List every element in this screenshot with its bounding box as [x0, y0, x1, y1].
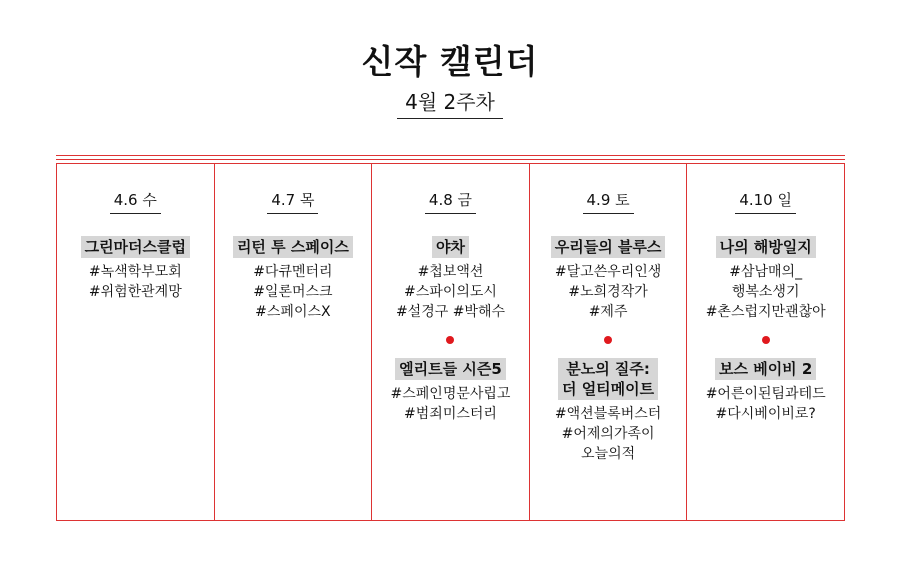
show-entry — [530, 236, 687, 322]
hashtag-line: #스페인명문사립고 — [390, 386, 511, 402]
show-hashtags — [57, 262, 214, 302]
hashtag-line: #범죄미스터리 — [404, 406, 497, 422]
show-entry — [57, 236, 214, 302]
hashtag-line: #설경구 #박해수 — [395, 304, 506, 320]
separator-dot — [446, 336, 454, 344]
hashtag-line: 행복소생기 — [731, 284, 800, 300]
day-date: 4.7 목 — [267, 189, 318, 214]
hashtag-line: #달고쓴우리인생 — [554, 264, 662, 280]
top-rule-2 — [56, 159, 845, 160]
hashtag-line: #제주 — [588, 304, 628, 320]
hashtag-line: #녹색학부모회 — [88, 264, 182, 280]
show-entry — [372, 236, 529, 322]
show-hashtags — [372, 262, 529, 322]
hashtag-line: #어른이된팀과테드 — [705, 386, 826, 402]
hashtag-line: #스파이의도시 — [404, 284, 497, 300]
hashtag-line: #일론머스크 — [253, 284, 333, 300]
show-title: 보스 베이비 2 — [715, 358, 816, 380]
show-title: 분노의 질주: 더 얼티메이트 — [558, 358, 658, 400]
week-subtitle — [0, 86, 900, 119]
day-date: 4.10 일 — [735, 189, 796, 214]
hashtag-line: 오늘의적 — [581, 446, 636, 462]
show-title: 우리들의 블루스 — [551, 236, 666, 258]
show-title: 그린마더스클럽 — [81, 236, 190, 258]
hashtag-line: #다시베이비로? — [715, 406, 816, 422]
calendar-grid — [56, 163, 845, 521]
show-title: 나의 해방일지 — [716, 236, 816, 258]
day-date: 4.8 금 — [425, 189, 476, 214]
show-entry — [530, 358, 687, 464]
hashtag-line: #촌스럽지만괜찮아 — [705, 304, 826, 320]
hashtag-line: #삼남매의_ — [729, 264, 803, 280]
day-date: 4.6 수 — [110, 189, 161, 214]
top-rule-1 — [56, 155, 845, 156]
hashtag-line: #다큐멘터리 — [253, 264, 333, 280]
page-title: 신작 캘린더 — [361, 42, 539, 81]
show-entry — [687, 358, 844, 424]
show-entry — [687, 236, 844, 322]
show-hashtags — [530, 404, 687, 464]
show-title: 리턴 투 스페이스 — [233, 236, 353, 258]
show-entry — [215, 236, 372, 322]
hashtag-line: #첩보액션 — [417, 264, 484, 280]
day-column — [215, 163, 373, 520]
day-column — [530, 163, 688, 520]
hashtag-line: #스페이스X — [255, 304, 331, 320]
day-column — [372, 163, 530, 520]
show-hashtags — [530, 262, 687, 322]
show-hashtags — [372, 384, 529, 424]
hashtag-line: #위험한관계망 — [88, 284, 182, 300]
show-hashtags — [215, 262, 372, 322]
day-column — [57, 163, 215, 520]
separator-dot — [604, 336, 612, 344]
show-hashtags — [687, 384, 844, 424]
show-title: 엘리트들 시즌5 — [395, 358, 506, 380]
show-entry — [372, 358, 529, 424]
show-title: 야차 — [432, 236, 469, 258]
day-date: 4.9 토 — [583, 189, 634, 214]
day-column — [687, 163, 844, 520]
show-hashtags — [687, 262, 844, 322]
hashtag-line: #어제의가족이 — [561, 426, 655, 442]
week-subtitle-text: 4월 2주차 — [397, 86, 503, 119]
separator-dot — [762, 336, 770, 344]
hashtag-line: #노희경작가 — [568, 284, 648, 300]
hashtag-line: #액션블록버스터 — [554, 406, 662, 422]
